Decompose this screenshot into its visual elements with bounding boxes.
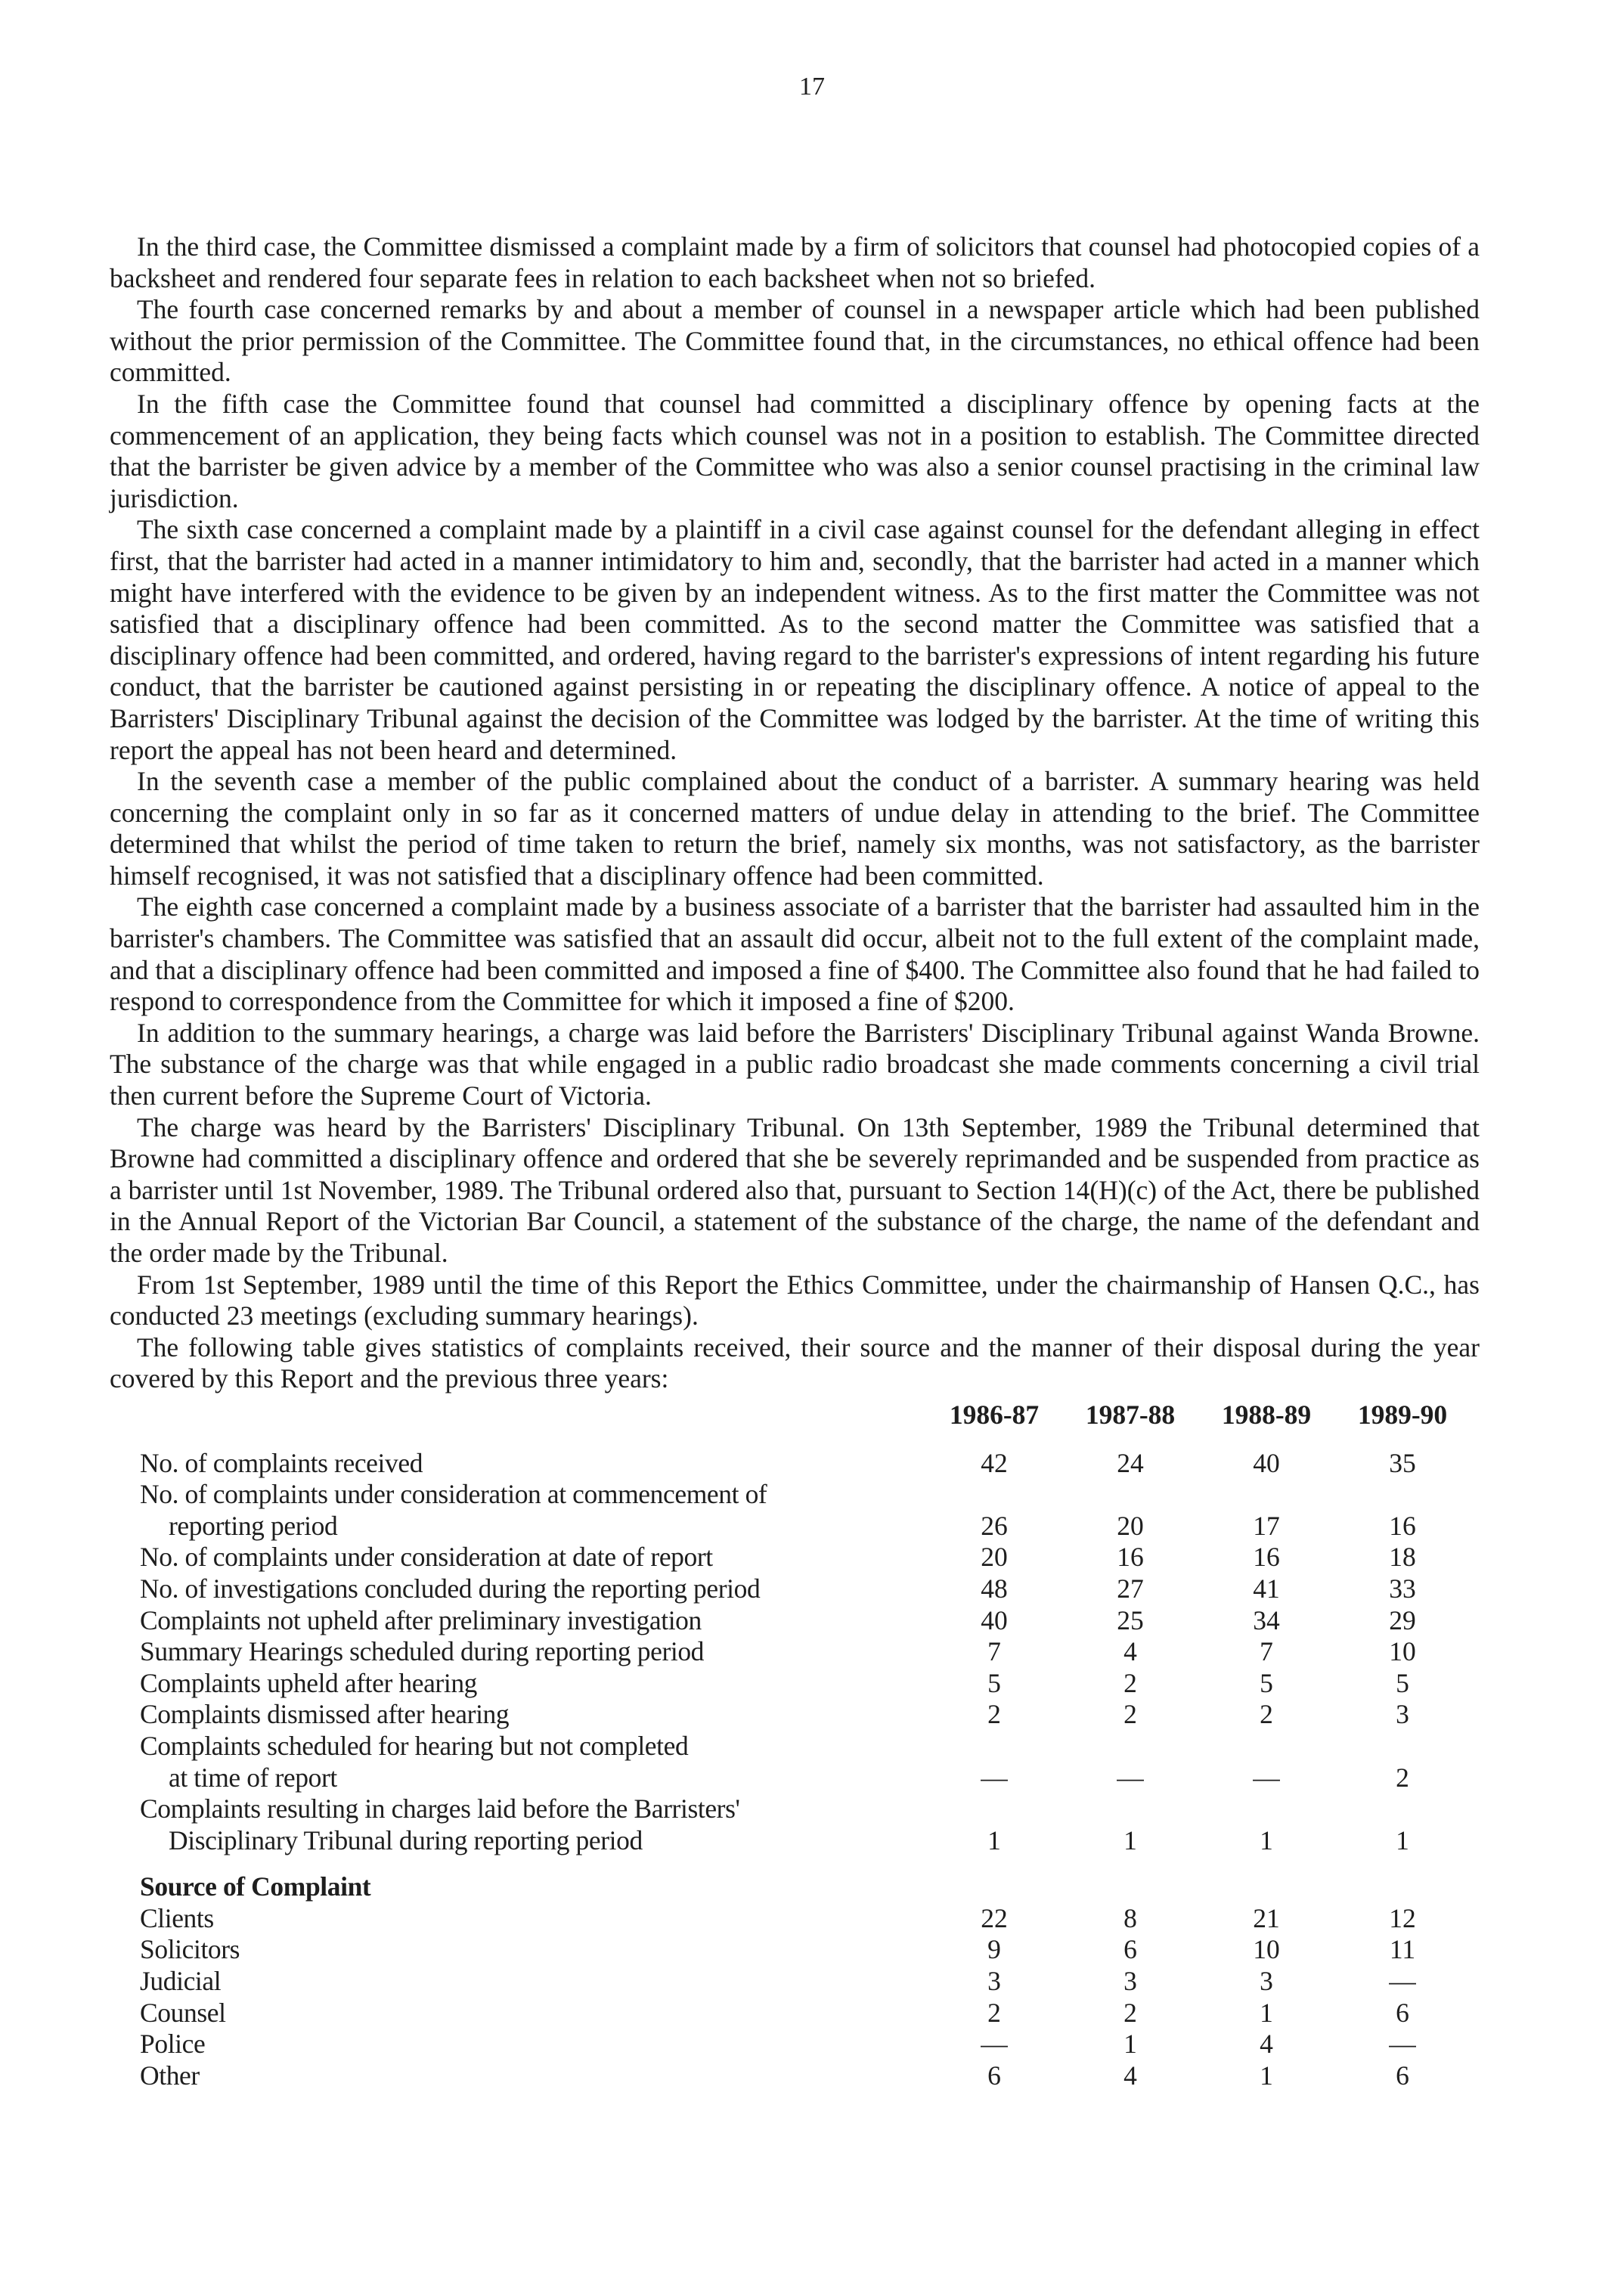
column-header: 1986-87 — [949, 1399, 1040, 1430]
table-row — [110, 1511, 1480, 1542]
row-label: Disciplinary Tribunal during reporting period — [169, 1824, 643, 1855]
table-header-row — [110, 1400, 1480, 1431]
cell-value: 40 — [981, 1604, 1008, 1635]
cell-value: 17 — [1253, 1510, 1280, 1541]
cell-value: 12 — [1389, 1902, 1416, 1933]
row-label: Complaints upheld after hearing — [140, 1667, 478, 1698]
cell-value: 1 — [987, 1824, 1001, 1855]
table-row — [110, 1668, 1480, 1700]
cell-value: 4 — [1260, 2029, 1273, 2060]
table-row — [110, 1903, 1480, 1935]
cell-value: 3 — [1396, 1699, 1409, 1730]
paragraph: The fourth case concerned remarks by and about a member of counsel in a newspaper article which had been published without the prior permission of the Committee. The Committee found that, in the circumstances, no ethical offence had been committed. — [110, 294, 1480, 388]
table-row — [110, 1542, 1480, 1573]
cell-value: 35 — [1389, 1447, 1416, 1478]
cell-value: — — [981, 1762, 1008, 1793]
table-row — [110, 1731, 1480, 1762]
cell-value: 8 — [1123, 1902, 1137, 1933]
cell-value: 2 — [987, 1997, 1001, 2028]
cell-value: 2 — [1260, 1699, 1273, 1730]
table-row — [110, 1479, 1480, 1511]
table-row — [110, 1966, 1480, 1998]
cell-value: 1 — [1260, 1997, 1273, 2028]
cell-value: 7 — [987, 1636, 1001, 1667]
paragraph: The charge was heard by the Barristers' Disciplinary Tribunal. On 13th September, 1989 the Tribunal determined that Browne had committed a disciplinary offence and ordered that she be severely reprimanded and be suspended from practice as a barrister until 1st November, 1989. The Tribunal ordered also that, pursuant to Section 14(H)(c) of the Act, there be published in the Annual Report of the Victorian Bar Council, a statement of the substance of the charge, the name of the defendant and the order made by the Tribunal. — [110, 1111, 1480, 1268]
cell-value: 20 — [981, 1542, 1008, 1573]
cell-value: 2 — [1396, 1762, 1409, 1793]
body-text — [110, 231, 1480, 1395]
table-row — [110, 1793, 1480, 1825]
paragraph: In addition to the summary hearings, a charge was laid before the Barristers' Disciplinary Tribunal against Wanda Browne. The substance of the charge was that while engaged in a public radio broadcast she made comments concerning a civil trial then current before the Supreme Court of Victoria. — [110, 1017, 1480, 1111]
cell-value: 9 — [987, 1934, 1001, 1965]
paragraph: In the seventh case a member of the public complained about the conduct of a barrister. A summary hearing was held concerning the complaint only in so far as it concerned matters of undue delay in attending to the brief. The Committee determined that whilst the period of time taken to return the brief, namely six months, was not satisfactory, as the barrister himself recognised, it was not satisfied that a disciplinary offence had been committed. — [110, 766, 1480, 891]
table-row — [110, 2029, 1480, 2060]
cell-value: 42 — [981, 1447, 1008, 1478]
cell-value: 27 — [1117, 1573, 1144, 1604]
cell-value: 3 — [1260, 1966, 1273, 1997]
row-label: Complaints resulting in charges laid before the Barristers' — [140, 1793, 740, 1824]
table-row — [110, 1934, 1480, 1966]
cell-value: 2 — [1123, 1997, 1137, 2028]
cell-value: — — [1389, 2029, 1416, 2060]
cell-value: 1 — [1123, 1824, 1137, 1855]
paragraph: The following table gives statistics of complaints received, their source and the manner of their disposal during the year covered by this Report and the previous three years: — [110, 1331, 1480, 1394]
column-header: 1989-90 — [1357, 1399, 1448, 1430]
table-row — [110, 2060, 1480, 2092]
complaints-statistics-table — [110, 1400, 1480, 2091]
cell-value: 41 — [1253, 1573, 1280, 1604]
page-content — [110, 231, 1480, 2122]
row-label: at time of report — [169, 1762, 337, 1793]
cell-value: 22 — [981, 1902, 1008, 1933]
cell-value: 26 — [981, 1510, 1008, 1541]
table-row — [110, 1605, 1480, 1637]
cell-value: 2 — [987, 1699, 1001, 1730]
cell-value: 34 — [1253, 1604, 1280, 1635]
cell-value: 1 — [1396, 1824, 1409, 1855]
cell-value: 40 — [1253, 1447, 1280, 1478]
cell-value: 6 — [1396, 1997, 1409, 2028]
cell-value: 5 — [1260, 1667, 1273, 1698]
row-label: Police — [140, 2029, 206, 2060]
row-label: Summary Hearings scheduled during reporting period — [140, 1636, 705, 1667]
cell-value: 18 — [1389, 1542, 1416, 1573]
row-label: Complaints not upheld after preliminary investigation — [140, 1604, 702, 1635]
table-row — [110, 1573, 1480, 1605]
cell-value: 2 — [1123, 1667, 1137, 1698]
page-number: 17 — [799, 73, 825, 101]
cell-value: 3 — [987, 1966, 1001, 1997]
cell-value: 6 — [1396, 2060, 1409, 2091]
cell-value: 1 — [1260, 1824, 1273, 1855]
cell-value: 5 — [1396, 1667, 1409, 1698]
table-row — [110, 1825, 1480, 1857]
cell-value: 29 — [1389, 1604, 1416, 1635]
cell-value: 2 — [1123, 1699, 1137, 1730]
paragraph: The sixth case concerned a complaint made by a plaintiff in a civil case against counsel for the defendant alleging in effect first, that the barrister had acted in a manner intimidatory to him and, secondly, that the barrister had acted in a manner which might have interfered with the evidence to be given by an independent witness. As to the first matter the Committee was not satisfied that a disciplinary offence had been committed. As to the second matter the Committee was satisfied that a disciplinary offence had been committed, and ordered, having regard to the barrister's expressions of intent regarding his future conduct, that the barrister be cautioned against persisting in or repeating the disciplinary offence. A notice of appeal to the Barristers' Disciplinary Tribunal against the decision of the Committee was lodged by the barrister. At the time of writing this report the appeal has not been heard and determined. — [110, 514, 1480, 765]
cell-value: 16 — [1389, 1510, 1416, 1541]
cell-value: 6 — [1123, 1934, 1137, 1965]
cell-value: 48 — [981, 1573, 1008, 1604]
cell-value: 10 — [1253, 1934, 1280, 1965]
cell-value: 33 — [1389, 1573, 1416, 1604]
cell-value: 7 — [1260, 1636, 1273, 1667]
paragraph: In the third case, the Committee dismissed a complaint made by a firm of solicitors that counsel had photocopied copies of a backsheet and rendered four separate fees in relation to each backsheet when not so briefed. — [110, 231, 1480, 293]
row-label: reporting period — [169, 1510, 338, 1541]
paragraph: The eighth case concerned a complaint made by a business associate of a barrister that the barrister had assaulted him in the barrister's chambers. The Committee was satisfied that an assault did occur, albeit not to the full extent of the complaint made, and that a disciplinary offence had been committed and imposed a fine of $400. The Committee also found that he had failed to respond to correspondence from the Committee for which it imposed a fine of $200. — [110, 891, 1480, 1017]
row-label: Complaints scheduled for hearing but not completed — [140, 1730, 689, 1761]
cell-value: 16 — [1117, 1542, 1144, 1573]
column-header: 1987-88 — [1085, 1399, 1176, 1430]
cell-value: — — [981, 2029, 1008, 2060]
row-label: No. of complaints under consideration at date of report — [140, 1542, 713, 1573]
table-row — [110, 1699, 1480, 1731]
cell-value: 20 — [1117, 1510, 1144, 1541]
cell-value: — — [1253, 1762, 1280, 1793]
cell-value: 4 — [1123, 2060, 1137, 2091]
cell-value: 6 — [987, 2060, 1001, 2091]
row-label: Counsel — [140, 1997, 226, 2028]
row-label: No. of complaints under consideration at commencement of — [140, 1479, 767, 1510]
paragraph: From 1st September, 1989 until the time of this Report the Ethics Committee, under the chairmanship of Hansen Q.C., has conducted 23 meetings (excluding summary hearings). — [110, 1269, 1480, 1331]
cell-value: 1 — [1260, 2060, 1273, 2091]
column-header: 1988-89 — [1221, 1399, 1312, 1430]
row-label: Judicial — [140, 1966, 222, 1997]
cell-value: 21 — [1253, 1902, 1280, 1933]
row-label: No. of complaints received — [140, 1447, 423, 1478]
row-label: No. of investigations concluded during the reporting period — [140, 1573, 761, 1604]
cell-value: 16 — [1253, 1542, 1280, 1573]
row-label: Complaints dismissed after hearing — [140, 1699, 510, 1730]
section-heading: Source of Complaint — [140, 1871, 371, 1902]
cell-value: 5 — [987, 1667, 1001, 1698]
cell-value: 10 — [1389, 1636, 1416, 1667]
row-label: Solicitors — [140, 1934, 240, 1965]
table-row — [110, 1448, 1480, 1480]
cell-value: 11 — [1389, 1934, 1416, 1965]
cell-value: — — [1117, 1762, 1144, 1793]
cell-value: 3 — [1123, 1966, 1137, 1997]
table-row — [110, 1998, 1480, 2029]
row-label: Other — [140, 2060, 200, 2091]
cell-value: 1 — [1123, 2029, 1137, 2060]
row-label: Clients — [140, 1902, 214, 1933]
cell-value: — — [1389, 1966, 1416, 1997]
table-row — [110, 1636, 1480, 1668]
cell-value: 25 — [1117, 1604, 1144, 1635]
cell-value: 24 — [1117, 1447, 1144, 1478]
table-row — [110, 1762, 1480, 1794]
paragraph: In the fifth case the Committee found that counsel had committed a disciplinary offence by opening facts at the commencement of an application, they being facts which counsel was not in a position to establish. The Committee directed that the barrister be given advice by a member of the Committee who was also a senior counsel practising in the criminal law jurisdiction. — [110, 388, 1480, 513]
cell-value: 4 — [1123, 1636, 1137, 1667]
